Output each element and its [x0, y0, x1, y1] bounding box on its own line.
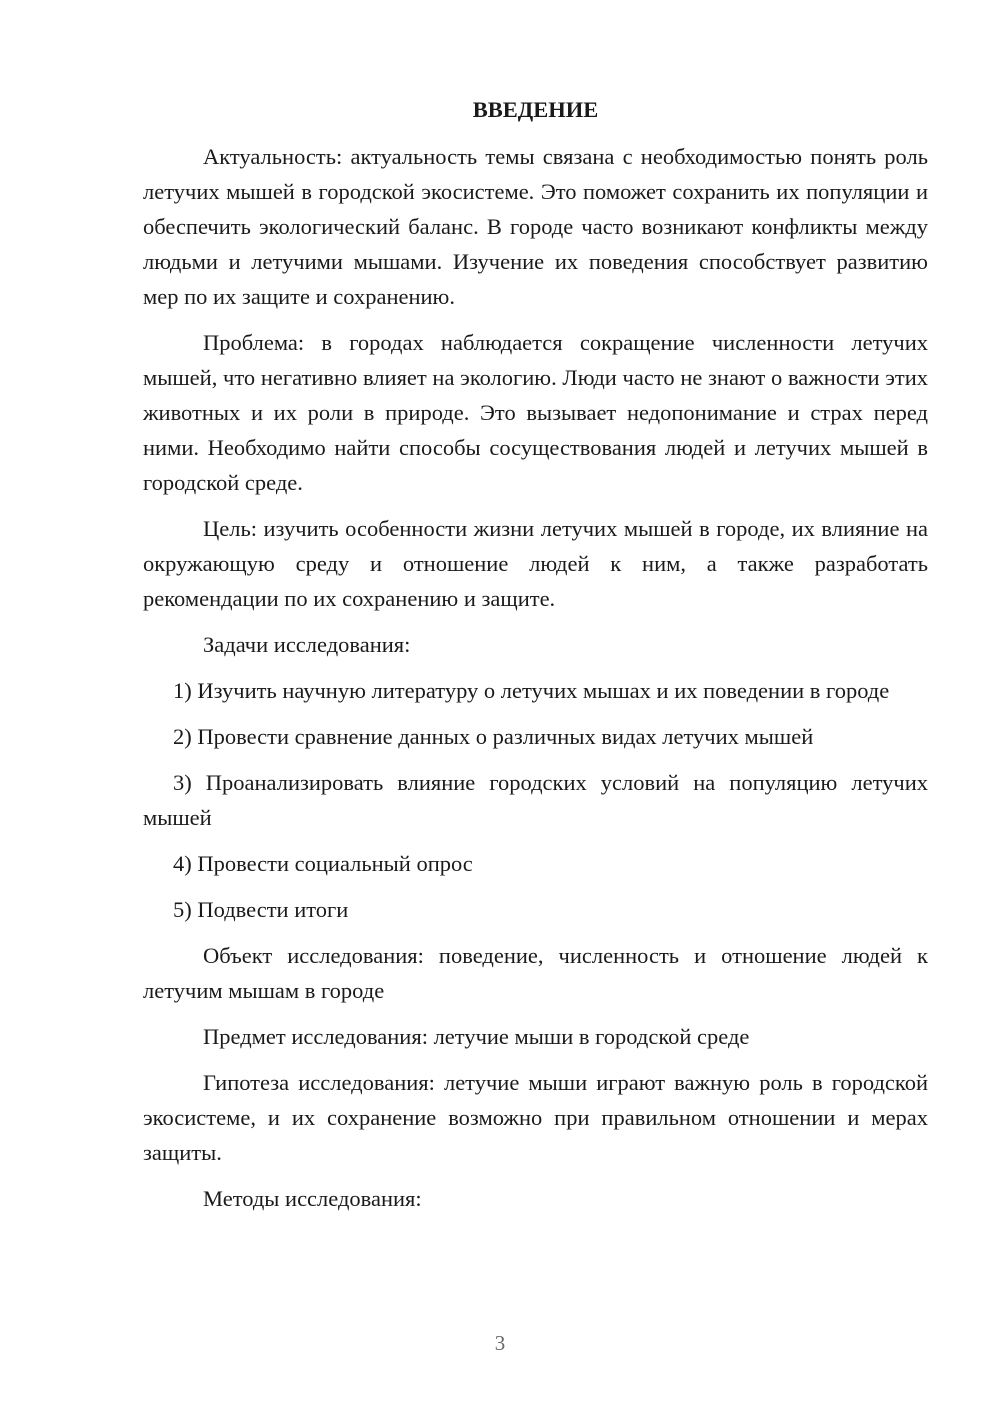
task-item: 5) Подвести итоги: [173, 897, 349, 922]
document-page: [143, 92, 928, 1227]
problem-paragraph: Проблема: в городах наблюдается сокращение численности летучих мышей, что негативно влияет на экологию. Люди часто не знают о важности этих животных и их роли в природе. Это вызывает недопонимание и страх перед ними. Необходимо найти способы сосуществования людей и летучих мышей в городской среде.: [143, 330, 928, 495]
section-title: ВВЕДЕНИЕ: [472, 97, 599, 122]
task-item: 3) Проанализировать влияние городских условий на популяцию летучих мышей: [143, 770, 928, 830]
task-item: 1) Изучить научную литературу о летучих мышах и их поведении в городе: [173, 678, 890, 703]
relevance-paragraph: Актуальность: актуальность темы связана с необходимостью понять роль летучих мышей в городской экосистеме. Это поможет сохранить их популяции и обеспечить экологический баланс. В городе часто возникают конфликты между людьми и летучими мышами. Изучение их поведения способствует развитию мер по их защите и сохранению.: [143, 144, 928, 309]
task-item: 4) Провести социальный опрос: [173, 851, 473, 876]
task-item: 2) Провести сравнение данных о различных видах летучих мышей: [173, 724, 814, 749]
page-number: 3: [494, 1331, 506, 1355]
hypothesis-paragraph: Гипотеза исследования: летучие мыши играют важную роль в городской экосистеме, и их сохранение возможно при правильном отношении и мерах защиты.: [143, 1070, 928, 1165]
tasks-heading: Задачи исследования:: [203, 632, 411, 657]
object-paragraph: Объект исследования: поведение, численность и отношение людей к летучим мышам в городе: [143, 943, 928, 1003]
goal-paragraph: Цель: изучить особенности жизни летучих мышей в городе, их влияние на окружающую среду и отношение людей к ним, а также разработать рекомендации по их сохранению и защите.: [143, 516, 928, 611]
methods-heading: Методы исследования:: [203, 1186, 422, 1211]
subject-paragraph: Предмет исследования: летучие мыши в городской среде: [203, 1024, 750, 1049]
